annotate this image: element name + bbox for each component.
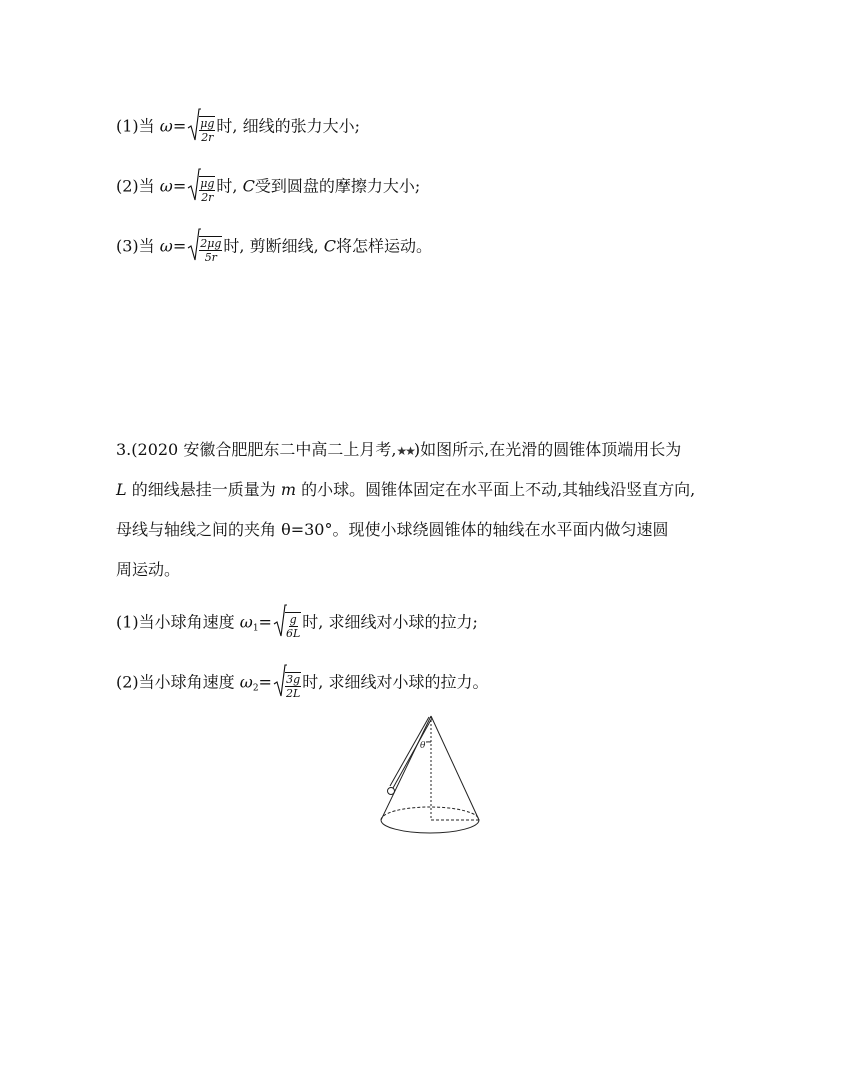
- q3-line-2: [116, 478, 695, 502]
- part-prefix: (1)当: [116, 116, 160, 136]
- fraction-denominator: 6L: [285, 627, 301, 640]
- part-text: 时, 求细线对小球的拉力;: [302, 612, 478, 632]
- equals: =: [172, 236, 187, 256]
- question-text: )如图所示,在光滑的圆锥体顶端用长为: [413, 440, 682, 459]
- symbol-l: L: [116, 480, 127, 499]
- cone-right-edge: [431, 716, 479, 820]
- fraction-denominator: 5r: [204, 251, 217, 264]
- q3-line-1: [116, 438, 681, 463]
- omega-subscript: 1: [252, 623, 259, 634]
- sqrt-expression: [273, 666, 301, 700]
- fraction-denominator: 2r: [201, 131, 214, 144]
- fraction-denominator: 2r: [201, 191, 214, 204]
- fraction-numerator: 3g: [286, 673, 301, 686]
- symbol-c: C: [242, 176, 255, 196]
- symbol-c: C: [323, 236, 337, 256]
- fraction-numerator: μg: [200, 117, 215, 130]
- radical-sign: [187, 108, 201, 142]
- question-text: 的小球。圆锥体固定在水平面上不动,其轴线沿竖直方向,: [295, 480, 696, 499]
- cone-left-edge: [381, 716, 431, 820]
- star-icon: ★★: [396, 444, 414, 458]
- part-prefix: (3)当: [116, 236, 160, 256]
- omega-symbol: ω: [159, 176, 173, 196]
- fraction-numerator: μg: [200, 177, 215, 190]
- part-text: 时,: [216, 176, 243, 196]
- question-text: 周运动。: [116, 560, 181, 579]
- omega-symbol: ω: [239, 612, 253, 632]
- string-line-2: [390, 717, 429, 786]
- radical-sign: [273, 604, 287, 638]
- omega-subscript: 2: [252, 683, 259, 694]
- question-text: 母线与轴线之间的夹角 θ=30°。现使小球绕圆锥体的轴线在水平面内做匀速圆: [116, 520, 669, 539]
- sqrt-expression: [187, 170, 215, 204]
- sqrt-expression: [187, 230, 222, 264]
- sqrt-expression: [273, 606, 301, 640]
- equals: =: [258, 612, 272, 632]
- q3-part-1: [116, 606, 478, 641]
- equals: =: [172, 176, 187, 196]
- fraction-numerator: g: [289, 613, 297, 626]
- fraction-numerator: 2μg: [200, 237, 222, 250]
- angle-label: θ: [420, 741, 426, 751]
- cone-outline: [381, 716, 479, 833]
- prev-part-2: [116, 170, 420, 204]
- equals: =: [258, 672, 272, 692]
- omega-symbol: ω: [159, 116, 173, 136]
- cone-base-back: [381, 807, 479, 820]
- difficulty-stars: [396, 444, 414, 458]
- part-text: 将怎样运动。: [336, 236, 433, 256]
- question-text: 的细线悬挂一质量为: [126, 480, 281, 499]
- part-prefix: (1)当小球角速度: [116, 612, 240, 632]
- part-prefix: (2)当小球角速度: [116, 672, 240, 692]
- equals: =: [172, 116, 187, 136]
- q3-line-3: [116, 518, 669, 542]
- sqrt-expression: [187, 110, 215, 144]
- cone-figure: [376, 712, 486, 836]
- part-prefix: (2)当: [116, 176, 160, 196]
- radical-sign: [187, 228, 201, 262]
- radical-sign: [273, 664, 287, 698]
- omega-symbol: ω: [159, 236, 173, 256]
- part-text: 受到圆盘的摩擦力大小;: [254, 176, 421, 196]
- omega-symbol: ω: [239, 672, 253, 692]
- part-text: 时, 细线的张力大小;: [216, 116, 360, 136]
- ball: [388, 788, 395, 795]
- string-line: [393, 718, 432, 788]
- q3-line-4: [116, 558, 180, 582]
- question-source: 3.(2020 安徽合肥肥东二中高二上月考,: [116, 440, 397, 459]
- part-text: 时, 求细线对小球的拉力。: [302, 672, 489, 692]
- cone-base-front: [381, 820, 479, 833]
- q3-part-2: [116, 666, 488, 701]
- radical-sign: [187, 168, 201, 202]
- prev-part-3: [116, 230, 432, 264]
- symbol-m: m: [280, 480, 296, 499]
- part-text: 时, 剪断细线,: [223, 236, 324, 256]
- prev-part-1: [116, 110, 360, 144]
- fraction-denominator: 2L: [285, 687, 301, 700]
